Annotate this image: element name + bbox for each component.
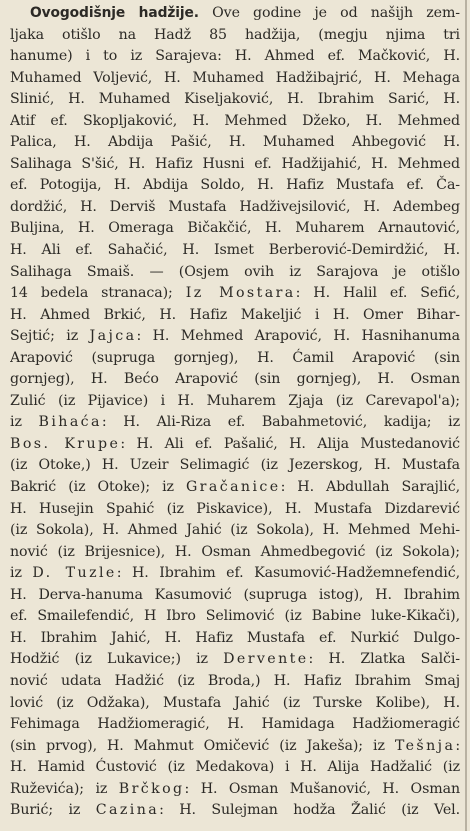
place-name: Dervente	[223, 651, 309, 668]
line-text: Fehimaga Hadžiomeragić, H. Hamidaga Hadžiomeragić	[10, 716, 460, 733]
line-text: H. Ibrahim Jahić, H. Hafiz Mustafa ef. Nurkić Dulgo-	[10, 629, 460, 646]
line-text: iz	[10, 414, 39, 431]
article-line	[10, 89, 460, 111]
article-line	[10, 197, 460, 219]
article-line	[10, 175, 460, 197]
place-name: Brčkog	[118, 780, 185, 797]
article-line	[10, 606, 460, 628]
article-line	[10, 111, 460, 133]
line-text: : H. Halil ef. Sefić,	[295, 285, 460, 302]
article-line	[10, 757, 460, 779]
line-text: dordžić, H. Derviš Mustafa Hadživejsilović, H. Adembeg	[10, 198, 460, 215]
line-text: iz	[10, 565, 33, 582]
line-text: (iz Otoke,) H. Uzeir Selimagić (iz Jezerskog, H. Mustafa	[10, 457, 460, 474]
line-text: 14 bedela stranaca);	[10, 285, 186, 302]
line-text: nović (iz Brijesnice), H. Osman Ahmedbegović (iz Sokola);	[10, 543, 460, 560]
line-text: Slinić, H. Muhamed Kiseljaković, H. Ibrahim Sarić, H.	[10, 91, 460, 108]
line-text: ljaka otišlo na Hadž 85 hadžija, (megju njima tri	[10, 26, 460, 43]
line-text: Ruževića); iz	[10, 780, 119, 797]
place-name: Tešnja	[394, 737, 456, 754]
article-line	[10, 305, 460, 327]
article-line	[10, 132, 460, 154]
line-text: : H. Ibrahim ef. Kasumović-Hadžemnefendić,	[116, 565, 460, 582]
article-line	[10, 649, 460, 671]
line-text: : H. Sulejman hodža Žalić (iz Vel.	[159, 802, 460, 819]
line-text: :	[455, 737, 460, 754]
article-line	[10, 283, 460, 305]
line-text: Salihaga Smaiš. — (Osjem ovih iz Sarajova je otišlo	[10, 263, 460, 280]
place-name: Gračanice	[185, 479, 281, 496]
article-line	[10, 714, 460, 736]
article-line	[10, 154, 460, 176]
line-text: : H. Ali-Riza ef. Babahmetović, kadija; iz	[101, 414, 460, 431]
article-line	[10, 477, 460, 499]
article-line	[10, 218, 460, 240]
line-text: Salihaga S'šić, H. Hafiz Husni ef. Hadžijahić, H. Mehmed	[10, 155, 460, 172]
article-headline: Ovogodišnje hadžije.	[30, 5, 199, 21]
line-text: Buljina, H. Omeraga Bičakčić, H. Muharem Arnautović,	[10, 220, 460, 237]
place-name: D. Tuzle	[32, 565, 117, 582]
article-line	[10, 46, 460, 68]
article-line	[10, 68, 460, 90]
article-line	[10, 520, 460, 542]
line-text: : H. Ali ef. Pašalić, H. Alija Mustedanović	[120, 435, 460, 452]
article-line	[10, 628, 460, 650]
line-text: nović udata Hadžić (iz Broda,) H. Hafiz Ibrahim Smaj	[10, 672, 460, 689]
line-text: Palica, H. Abdija Pašić, H. Muhamed Ahbegović H.	[10, 134, 460, 151]
article-line	[10, 391, 460, 413]
article-line	[10, 693, 460, 715]
line-text: H. Hamid Ćustović (iz Medakova) i H. Alija Hadžalić (iz	[10, 759, 460, 776]
article-line	[10, 240, 460, 262]
line-text: Muhamed Voljević, H. Muhamed Hadžibajrić, H. Mehaga	[10, 69, 460, 86]
article-line	[10, 455, 460, 477]
line-text: Sejtić; iz	[10, 328, 90, 345]
article-line	[10, 542, 460, 564]
line-text: Burić; iz	[10, 802, 96, 819]
article-line	[10, 348, 460, 370]
line-text: hanume) i to iz Sarajeva: H. Ahmed ef. Mačković, H.	[10, 48, 460, 65]
line-text: : H. Abdullah Sarajlić,	[280, 479, 460, 496]
line-text: H. Ahmed Brkić, H. Hafiz Makeljić i H. Omer Bihar-	[10, 306, 460, 323]
place-name: Cazina	[95, 802, 160, 819]
article-line	[10, 736, 460, 758]
article-line	[10, 563, 460, 585]
line-text: : H. Osman Mušanović, H. Osman	[184, 780, 460, 797]
line-text: ef. Potogija, H. Abdija Soldo, H. Hafiz Mustafa ef. Ča-	[10, 177, 460, 194]
article-line: Ove godine je od našijh zem-	[212, 5, 460, 21]
article-line	[10, 434, 460, 456]
article-line	[10, 779, 460, 801]
article-line	[10, 412, 460, 434]
place-name: Jajca	[89, 328, 137, 345]
line-text: ef. Smailefendić, H Ibro Selimović (iz Babine luke-Kikači),	[10, 608, 460, 625]
article-body	[10, 25, 460, 822]
line-text: H. Husejin Spahić (iz Piskavice), H. Mustafa Dizdarević	[10, 500, 460, 517]
place-name: Bos. Krupe	[10, 435, 121, 452]
line-text: : H. Zlatka Salči-	[308, 651, 460, 668]
place-name: Iz Mostara	[185, 285, 296, 302]
line-text: H. Derva-hanuma Kasumović (supruga istog), H. Ibrahim	[10, 586, 460, 603]
line-text: Hodžić (iz Lukavice;) iz	[10, 651, 224, 668]
line-text: H. Ali ef. Sahačić, H. Ismet Berberović-Demirdžić, H.	[10, 242, 460, 259]
article-line	[10, 585, 460, 607]
article-line	[10, 369, 460, 391]
article-line	[10, 262, 460, 284]
column-rule	[465, 0, 467, 831]
article-first-line	[10, 3, 460, 25]
article-line	[10, 800, 460, 822]
line-text: Bakrić (iz Otoke); iz	[10, 479, 186, 496]
article-line	[10, 499, 460, 521]
line-text: Zulić (iz Pijavice) i H. Muharem Zjaja (iz Carevapol'a);	[10, 392, 460, 409]
line-text: Atif ef. Skopljaković, H. Mehmed Džeko, H. Mehmed	[10, 112, 460, 129]
place-name: Bihaća	[38, 414, 102, 431]
article-line	[10, 671, 460, 693]
line-text: lović (iz Odžaka), Mustafa Jahić (iz Turske Kolibe), H.	[10, 694, 460, 711]
article-line	[10, 326, 460, 348]
line-text: : H. Mehmed Arapović, H. Hasnihanuma	[136, 328, 460, 345]
line-text: gornjeg), H. Bećo Arapović (sin gornjeg), H. Osman	[10, 371, 460, 388]
line-text: Arapović (supruga gornjeg), H. Ćamil Arapović (sin	[10, 349, 460, 366]
line-text: (sin prvog), H. Mahmut Omičević (iz Jakeša); iz	[10, 737, 395, 754]
article-line	[10, 25, 460, 47]
line-text: (iz Sokola), H. Ahmed Jahić (iz Sokola), H. Mehmed Mehi-	[10, 522, 460, 539]
